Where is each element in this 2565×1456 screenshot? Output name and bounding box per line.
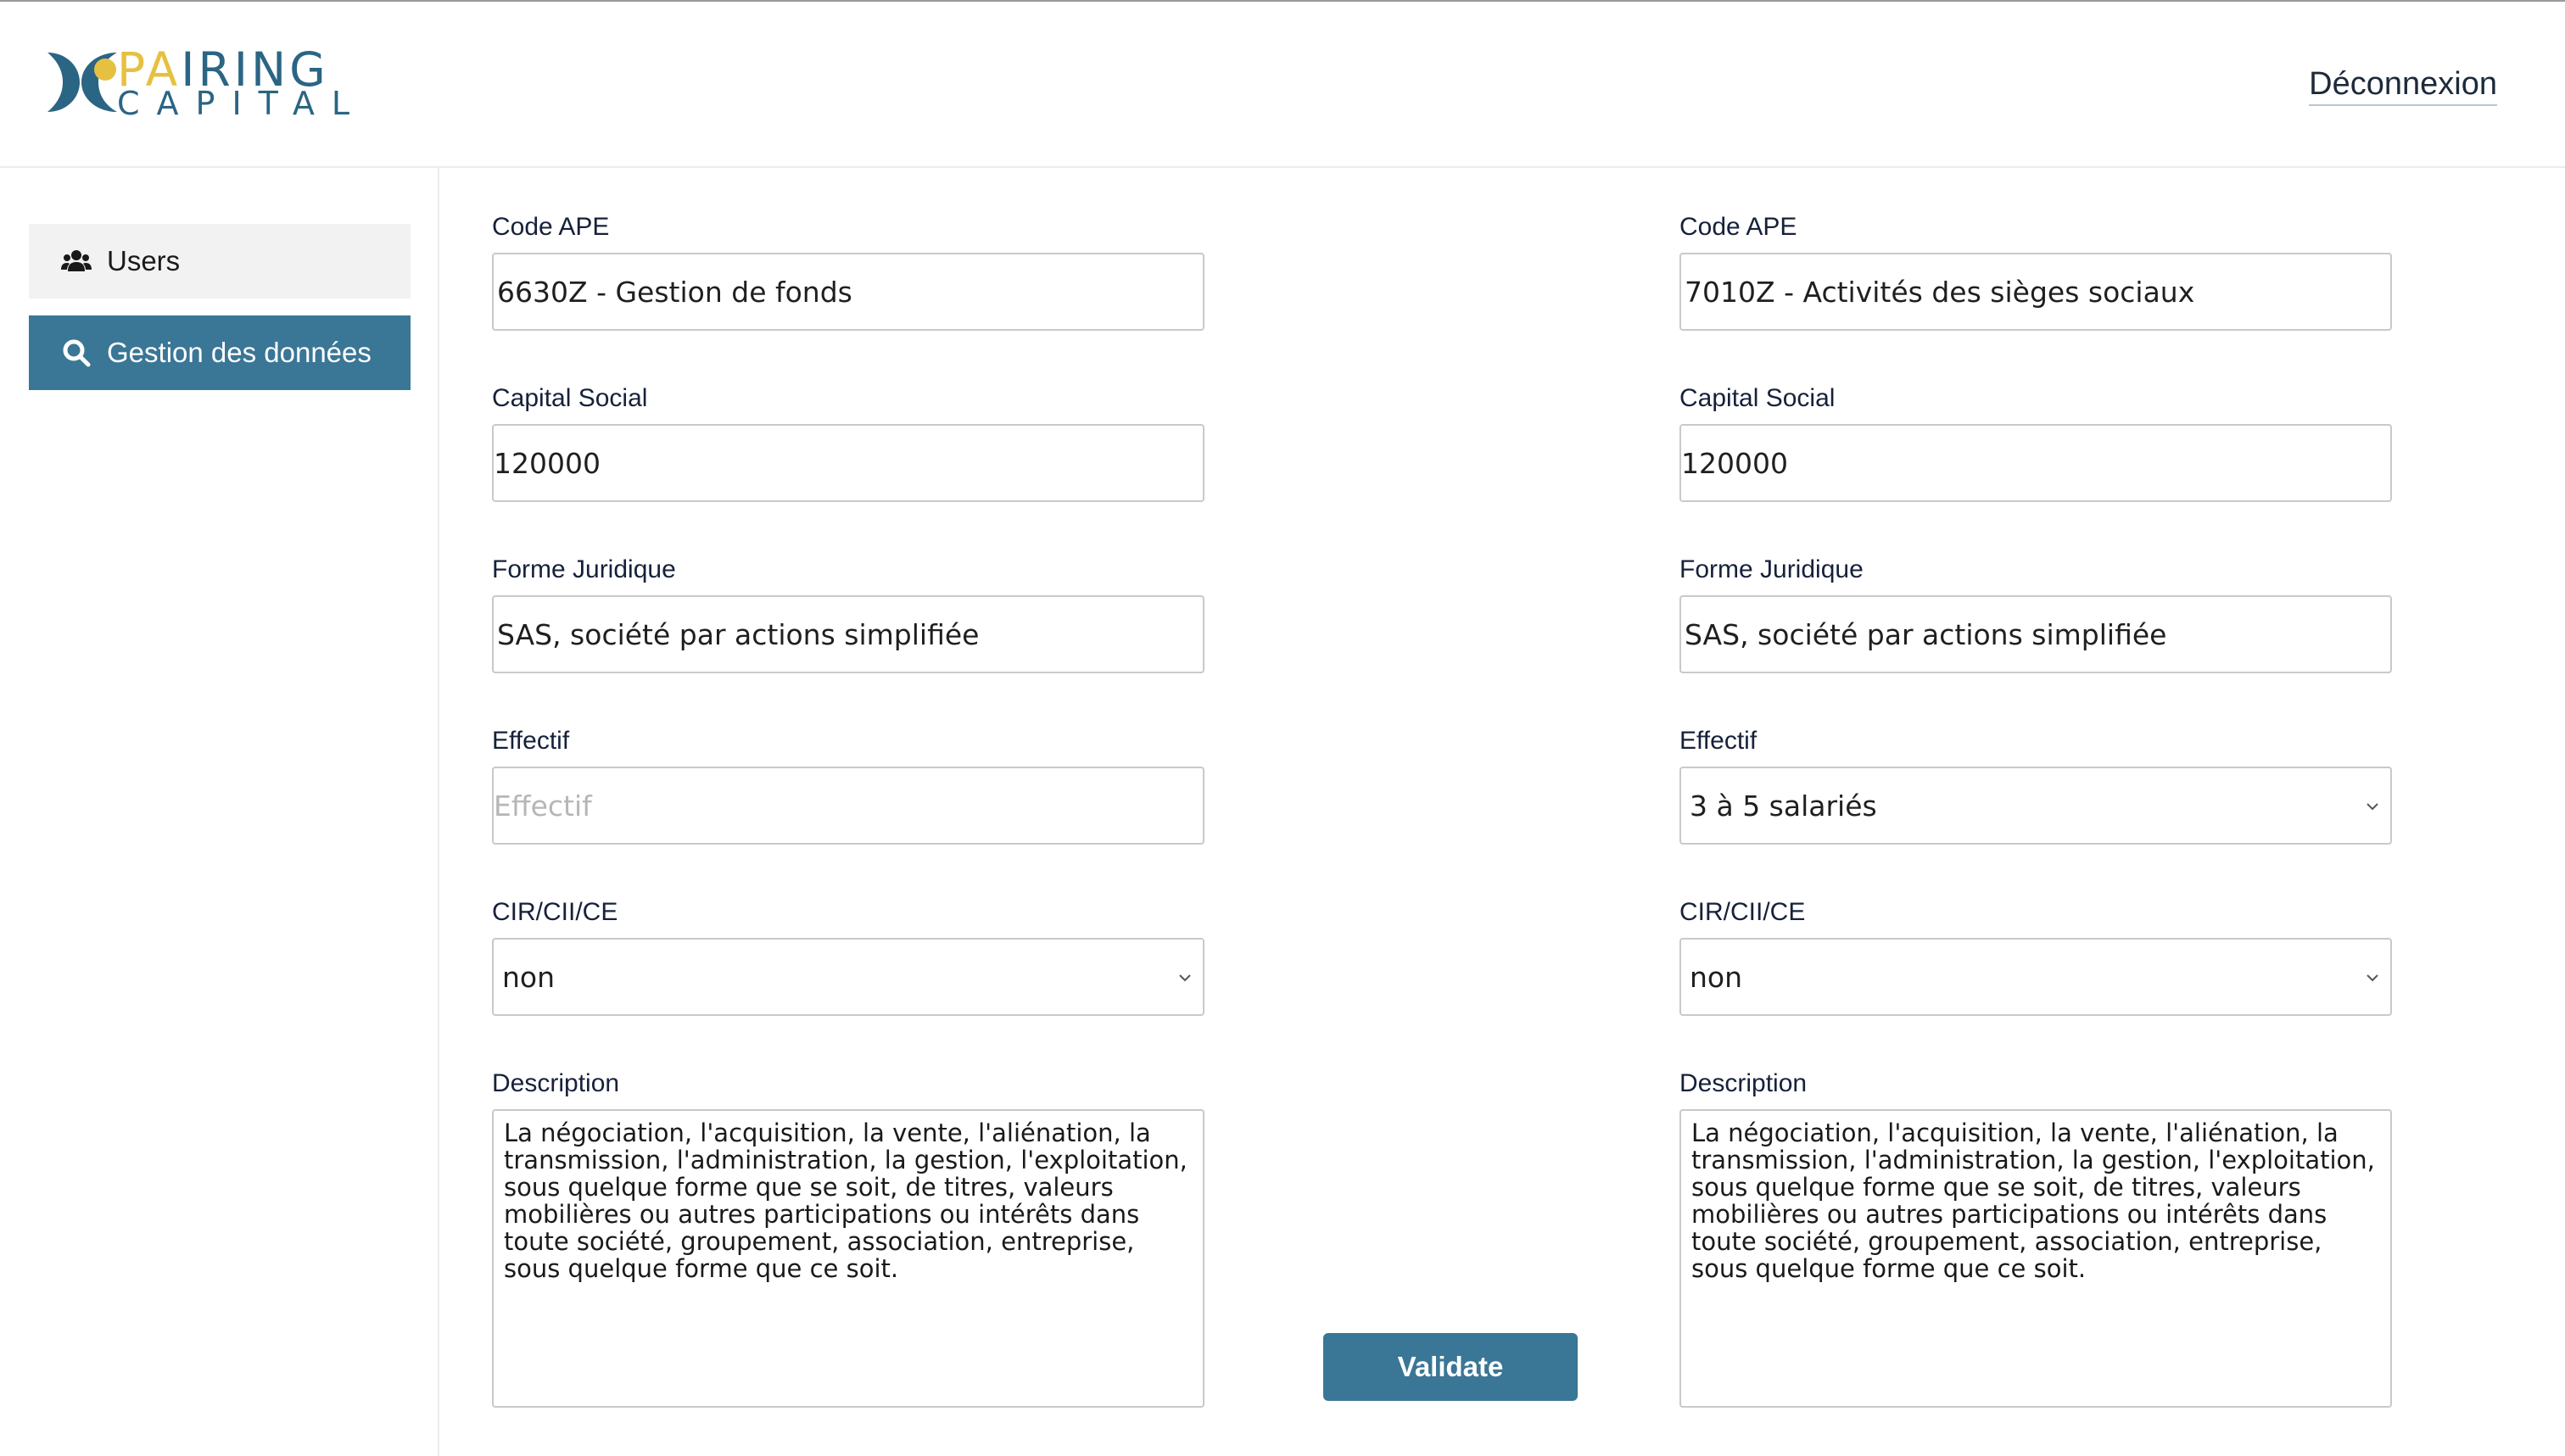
- logo-capital-text: CAPITAL: [117, 85, 367, 122]
- forme-juridique-value: SAS, société par actions simplifiée: [497, 617, 980, 651]
- sidebar: [0, 168, 439, 1456]
- effectif-label: Effectif: [1679, 727, 1758, 755]
- forme-juridique-input[interactable]: [492, 595, 1204, 673]
- description-textarea[interactable]: La négociation, l'acquisition, la vente, l'aliénation, la transmission, l'administration, la gestion, l'exploitation, sous quelque forme que se soit, de titres, valeurs mobilières ou autres participations ou intérêts dans toute société, groupement, association, entreprise, sous quelque forme que ce soit.: [1679, 1109, 2392, 1408]
- capital-social-input[interactable]: [492, 424, 1204, 502]
- effectif-field: [1679, 724, 2392, 845]
- forme-juridique-input[interactable]: [1679, 595, 2392, 673]
- code-ape-value: 7010Z - Activités des sièges sociaux: [1685, 275, 2195, 309]
- cir-selected-value: non: [502, 960, 556, 994]
- app-header: [0, 2, 2565, 168]
- cir-select[interactable]: [1679, 938, 2392, 1016]
- capital-social-field: [1679, 382, 2392, 502]
- code-ape-value: 6630Z - Gestion de fonds: [497, 275, 852, 309]
- effectif-input[interactable]: [494, 768, 1203, 843]
- logo-mark-icon: [46, 49, 119, 115]
- forme-juridique-value: SAS, société par actions simplifiée: [1685, 617, 2167, 651]
- code-ape-input[interactable]: [492, 253, 1204, 331]
- capital-social-value: 120000: [1681, 446, 1788, 480]
- search-icon: [61, 338, 92, 368]
- code-ape-field: [492, 210, 1204, 331]
- capital-social-field: [492, 382, 1204, 502]
- code-ape-label: Code APE: [492, 213, 610, 241]
- chevron-down-icon: [2365, 970, 2380, 985]
- sidebar-item-label: Gestion des données: [107, 337, 372, 368]
- cir-field: [492, 895, 1204, 1016]
- sidebar-item-users[interactable]: [29, 224, 411, 298]
- effectif-select[interactable]: [1679, 767, 2392, 845]
- sidebar-item-gestion-des-donnees[interactable]: [29, 315, 411, 390]
- description-label: Description: [492, 1069, 620, 1097]
- chevron-down-icon: [2365, 799, 2380, 814]
- code-ape-input[interactable]: [1679, 253, 2392, 331]
- chevron-down-icon: [1177, 970, 1193, 985]
- logo-wordmark: [117, 42, 367, 122]
- description-field: [492, 1067, 1204, 1408]
- effectif-field: [492, 724, 1204, 845]
- forme-juridique-label: Forme Juridique: [492, 555, 676, 583]
- forme-juridique-field: [1679, 553, 2392, 673]
- effectif-input-box[interactable]: [492, 767, 1204, 845]
- effectif-label: Effectif: [492, 727, 570, 755]
- cir-label: CIR/CII/CE: [492, 898, 618, 926]
- cir-field: [1679, 895, 2392, 1016]
- code-ape-field: [1679, 210, 2392, 331]
- code-ape-label: Code APE: [1679, 213, 1797, 241]
- logo-accent-letters: PA: [117, 42, 182, 97]
- sidebar-item-label: Users: [107, 245, 181, 276]
- description-label: Description: [1679, 1069, 1808, 1097]
- effectif-selected-value: 3 à 5 salariés: [1690, 789, 1877, 823]
- capital-social-value: 120000: [494, 446, 601, 480]
- users-icon: [61, 246, 92, 276]
- cir-label: CIR/CII/CE: [1679, 898, 1806, 926]
- cir-selected-value: non: [1690, 960, 1743, 994]
- forme-juridique-label: Forme Juridique: [1679, 555, 1864, 583]
- capital-social-label: Capital Social: [492, 384, 648, 412]
- cir-select[interactable]: [492, 938, 1204, 1016]
- logo-rest-letters: IRING: [181, 42, 329, 97]
- forme-juridique-field: [492, 553, 1204, 673]
- description-textarea[interactable]: La négociation, l'acquisition, la vente, l'aliénation, la transmission, l'administration, la gestion, l'exploitation, sous quelque forme que se soit, de titres, valeurs mobilières ou autres participations ou intérêts dans toute société, groupement, association, entreprise, sous quelque forme que ce soit.: [492, 1109, 1204, 1408]
- data-comparison-form: [441, 168, 2565, 1456]
- capital-social-input[interactable]: [1679, 424, 2392, 502]
- capital-social-label: Capital Social: [1679, 384, 1836, 412]
- validate-button[interactable]: Validate: [1323, 1333, 1578, 1401]
- pairing-capital-logo[interactable]: [46, 42, 367, 122]
- logout-link[interactable]: Déconnexion: [2309, 66, 2497, 106]
- description-field: [1679, 1067, 2392, 1408]
